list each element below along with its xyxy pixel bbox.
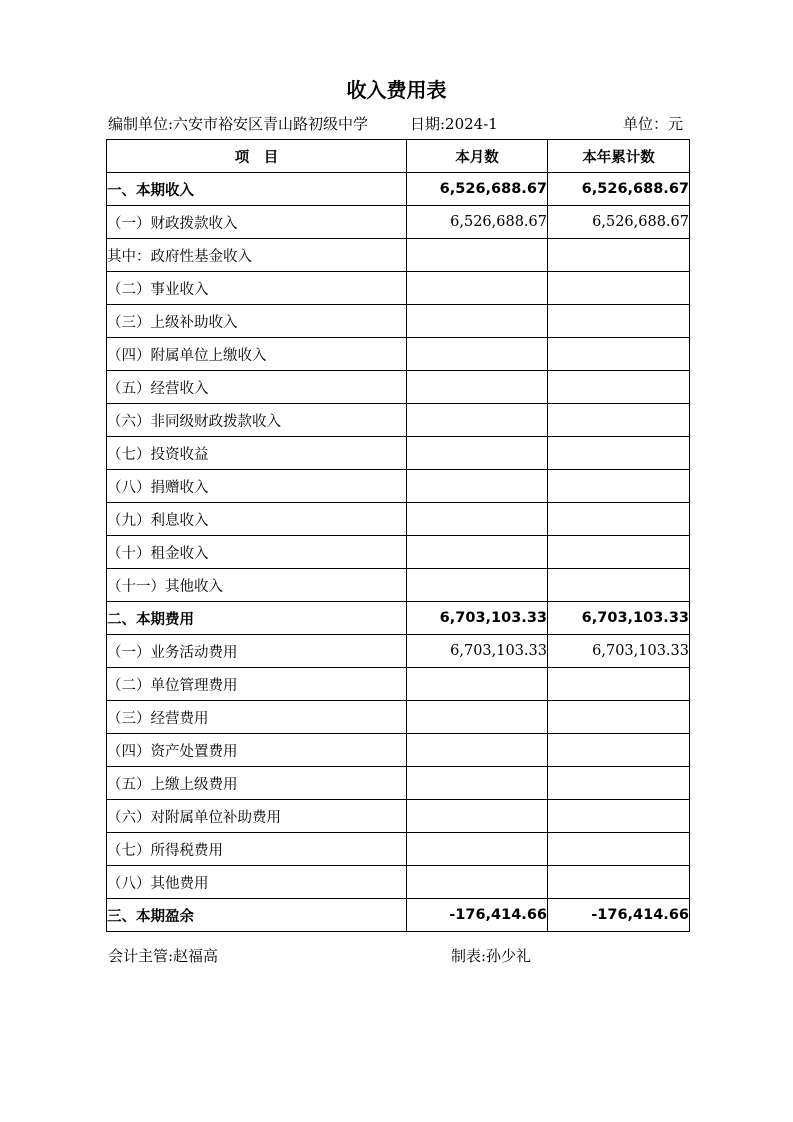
header-item: 项 目 — [107, 140, 407, 173]
table-row — [107, 470, 690, 503]
preparer-label: 制表:孙少礼 — [451, 947, 532, 965]
row-current-month-value — [407, 338, 548, 371]
table-row — [107, 866, 690, 899]
row-year-to-date-value — [548, 437, 690, 470]
row-current-month-value — [407, 239, 548, 272]
table-header-row — [107, 140, 690, 173]
row-year-to-date-value — [548, 338, 690, 371]
row-year-to-date-value — [548, 866, 690, 899]
table-row — [107, 536, 690, 569]
table-row — [107, 767, 690, 800]
table-row — [107, 404, 690, 437]
header-year-to-date: 本年累计数 — [548, 140, 690, 173]
table-row — [107, 239, 690, 272]
row-current-month-value — [407, 833, 548, 866]
row-current-month-value — [407, 503, 548, 536]
table-row — [107, 437, 690, 470]
table-row — [107, 833, 690, 866]
table-row — [107, 503, 690, 536]
row-year-to-date-value — [548, 305, 690, 338]
report-title: 收入费用表 — [346, 78, 447, 102]
row-year-to-date-value — [548, 800, 690, 833]
row-current-month-value — [407, 536, 548, 569]
row-year-to-date-value — [548, 470, 690, 503]
row-year-to-date-value — [548, 536, 690, 569]
row-current-month-value: 6,526,688.67 — [407, 206, 548, 239]
row-item-label: （二）事业收入 — [107, 272, 407, 305]
row-year-to-date-value: 6,526,688.67 — [548, 173, 690, 206]
row-item-label: 三、本期盈余 — [107, 899, 407, 932]
row-year-to-date-value — [548, 404, 690, 437]
row-year-to-date-value: 6,703,103.33 — [548, 635, 690, 668]
row-item-label: （九）利息收入 — [107, 503, 407, 536]
row-item-label: （四）资产处置费用 — [107, 734, 407, 767]
row-item-label: （八）捐赠收入 — [107, 470, 407, 503]
table-row — [107, 305, 690, 338]
row-item-label: （三）上级补助收入 — [107, 305, 407, 338]
row-item-label: （二）单位管理费用 — [107, 668, 407, 701]
row-year-to-date-value: 6,703,103.33 — [548, 602, 690, 635]
row-item-label: （一）业务活动费用 — [107, 635, 407, 668]
table-row — [107, 371, 690, 404]
row-current-month-value: 6,703,103.33 — [407, 602, 548, 635]
row-current-month-value — [407, 371, 548, 404]
row-item-label: （十）租金收入 — [107, 536, 407, 569]
report-date-label: 日期:2024-1 — [410, 115, 498, 133]
row-item-label: （七）所得税费用 — [107, 833, 407, 866]
row-year-to-date-value — [548, 239, 690, 272]
row-item-label: 一、本期收入 — [107, 173, 407, 206]
table-row — [107, 206, 690, 239]
table-body — [107, 173, 690, 932]
income-expense-table — [106, 139, 690, 932]
row-current-month-value: 6,703,103.33 — [407, 635, 548, 668]
organization-label: 编制单位:六安市裕安区青山路初级中学 — [108, 115, 369, 133]
row-year-to-date-value: -176,414.66 — [548, 899, 690, 932]
row-item-label: 其中：政府性基金收入 — [107, 239, 407, 272]
row-current-month-value — [407, 866, 548, 899]
row-item-label: （七）投资收益 — [107, 437, 407, 470]
row-year-to-date-value — [548, 668, 690, 701]
table-row — [107, 602, 690, 635]
row-year-to-date-value — [548, 371, 690, 404]
table-row — [107, 899, 690, 932]
table-row — [107, 734, 690, 767]
row-year-to-date-value — [548, 503, 690, 536]
row-current-month-value — [407, 470, 548, 503]
table-row — [107, 173, 690, 206]
row-item-label: （八）其他费用 — [107, 866, 407, 899]
row-year-to-date-value — [548, 734, 690, 767]
row-current-month-value — [407, 734, 548, 767]
row-current-month-value — [407, 404, 548, 437]
row-item-label: （四）附属单位上缴收入 — [107, 338, 407, 371]
table-row — [107, 701, 690, 734]
row-item-label: （六）对附属单位补助费用 — [107, 800, 407, 833]
row-current-month-value: -176,414.66 — [407, 899, 548, 932]
currency-unit-label: 单位：元 — [623, 115, 684, 133]
row-item-label: （三）经营费用 — [107, 701, 407, 734]
table-row — [107, 668, 690, 701]
row-year-to-date-value — [548, 569, 690, 602]
row-current-month-value — [407, 668, 548, 701]
row-current-month-value — [407, 569, 548, 602]
table-row — [107, 635, 690, 668]
row-item-label: （六）非同级财政拨款收入 — [107, 404, 407, 437]
row-item-label: （五）上缴上级费用 — [107, 767, 407, 800]
row-current-month-value: 6,526,688.67 — [407, 173, 548, 206]
row-current-month-value — [407, 767, 548, 800]
row-year-to-date-value — [548, 701, 690, 734]
row-year-to-date-value: 6,526,688.67 — [548, 206, 690, 239]
table-row — [107, 569, 690, 602]
table-row — [107, 338, 690, 371]
table-row — [107, 272, 690, 305]
accounting-supervisor-label: 会计主管:赵福高 — [108, 947, 219, 965]
row-current-month-value — [407, 437, 548, 470]
row-item-label: 二、本期费用 — [107, 602, 407, 635]
row-item-label: （五）经营收入 — [107, 371, 407, 404]
row-current-month-value — [407, 272, 548, 305]
row-current-month-value — [407, 305, 548, 338]
header-current-month: 本月数 — [407, 140, 548, 173]
table-row — [107, 800, 690, 833]
row-year-to-date-value — [548, 833, 690, 866]
row-year-to-date-value — [548, 272, 690, 305]
row-item-label: （一）财政拨款收入 — [107, 206, 407, 239]
row-item-label: （十一）其他收入 — [107, 569, 407, 602]
row-current-month-value — [407, 800, 548, 833]
row-year-to-date-value — [548, 767, 690, 800]
row-current-month-value — [407, 701, 548, 734]
